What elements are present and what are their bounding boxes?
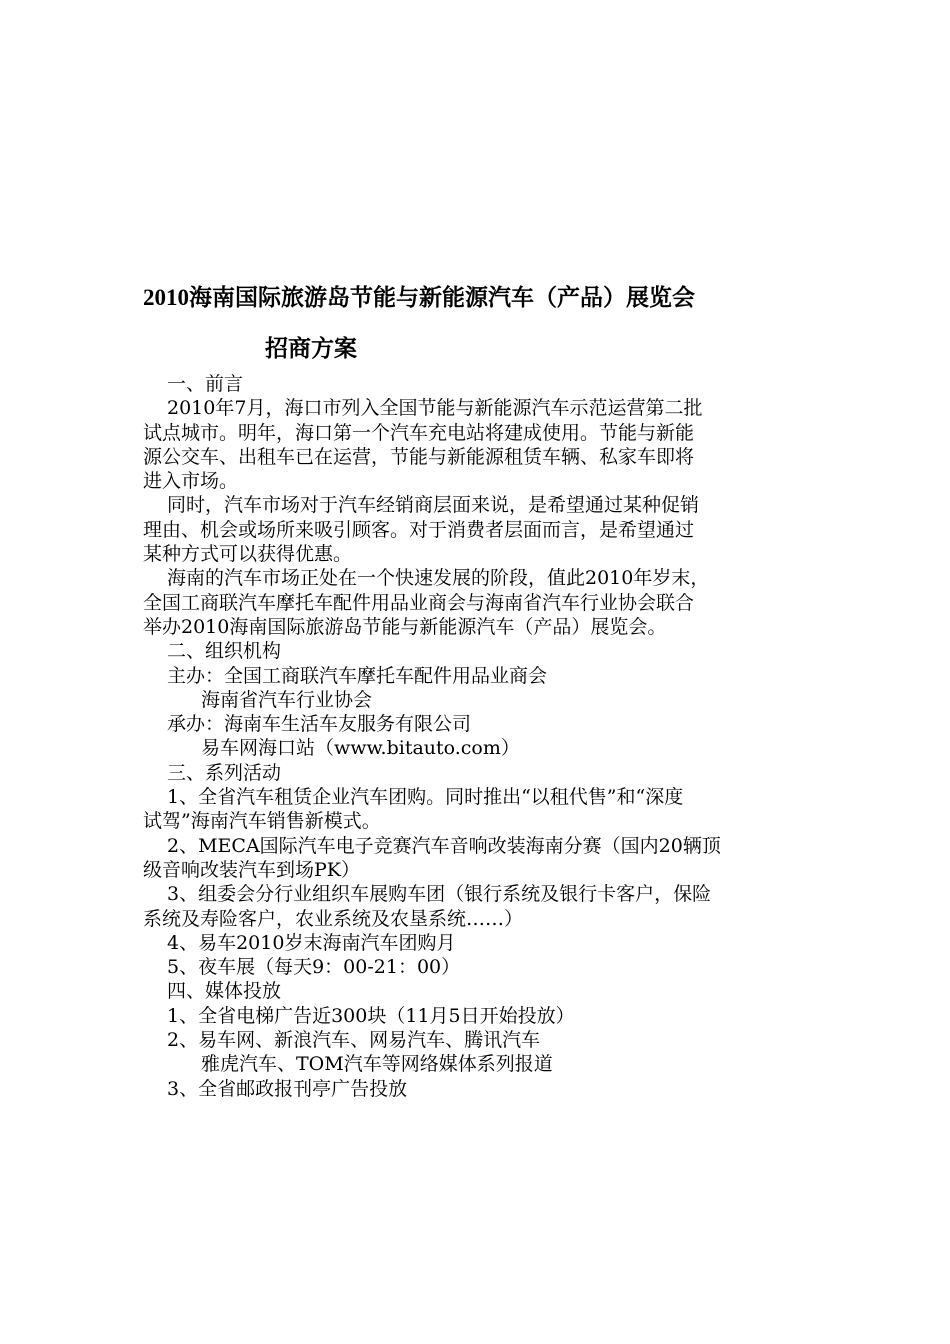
paragraph-line: 一、前言	[167, 373, 244, 395]
paragraph-line: 主办：全国工商联汽车摩托车配件用品业商会	[167, 664, 548, 687]
paragraph-line: 雅虎汽车、TOM汽车等网络媒体系列报道	[201, 1053, 553, 1076]
paragraph-line: 级音响改装汽车到场PK）	[143, 858, 360, 881]
paragraph-line: 承办：海南车生活车友服务有限公司	[167, 713, 472, 736]
paragraph-line: 四、媒体投放	[167, 980, 282, 1003]
paragraph-line: 1、全省汽车租赁企业汽车团购。同时推出“以租代售”和“深度	[167, 786, 684, 809]
paragraph-line: 1、全省电梯广告近300块（11月5日开始投放）	[167, 1004, 575, 1027]
paragraph-line: 理由、机会或场所来吸引顾客。对于消费者层面而言，是希望通过	[143, 518, 695, 541]
paragraph-line: 3、组委会分行业组织车展购车团（银行系统及银行卡客户，保险	[167, 883, 712, 906]
paragraph-line: 3、全省邮政报刊亭广告投放	[167, 1077, 408, 1100]
document-subtitle: 招商方案	[265, 336, 357, 361]
paragraph-line: 全国工商联汽车摩托车配件用品业商会与海南省汽车行业协会联合	[143, 591, 695, 614]
paragraph-line: 5、夜车展（每天9：00-21：00）	[167, 956, 461, 979]
paragraph-line: 试点城市。明年，海口第一个汽车充电站将建成使用。节能与新能	[143, 421, 695, 444]
paragraph-line: 三、系列活动	[167, 761, 282, 784]
paragraph-line: 某种方式可以获得优惠。	[143, 543, 353, 566]
paragraph-line: 举办2010海南国际旅游岛节能与新能源汽车（产品）展览会。	[143, 615, 667, 638]
paragraph-line: 2、易车网、新浪汽车、网易汽车、腾讯汽车	[167, 1029, 541, 1052]
paragraph-line: 源公交车、出租车已在运营，节能与新能源租赁车辆、私家车即将	[143, 445, 695, 468]
paragraph-line: 二、组织机构	[167, 640, 282, 663]
paragraph-line: 2010年7月，海口市列入全国节能与新能源汽车示范运营第二批	[167, 397, 703, 420]
paragraph-line: 进入市场。	[143, 470, 239, 493]
paragraph-line: 易车网海口站（www.bitauto.com）	[201, 737, 520, 760]
paragraph-line: 同时，汽车市场对于汽车经销商层面来说，是希望通过某种促销	[167, 494, 700, 517]
document-title: 2010海南国际旅游岛节能与新能源汽车（产品）展览会	[143, 285, 695, 310]
document-body	[143, 372, 808, 1101]
paragraph-line: 海南的汽车市场正处在一个快速发展的阶段，值此2010年岁末，	[167, 567, 710, 590]
paragraph-line: 2、MECA国际汽车电子竞赛汽车音响改装海南分赛（国内20辆顶	[167, 834, 721, 857]
paragraph-line: 试驾”海南汽车销售新模式。	[143, 810, 381, 833]
paragraph-line: 4、易车2010岁末海南汽车团购月	[167, 931, 456, 954]
paragraph-line: 系统及寿险客户，农业系统及农垦系统……）	[143, 907, 524, 930]
paragraph-line: 海南省汽车行业协会	[201, 688, 373, 711]
